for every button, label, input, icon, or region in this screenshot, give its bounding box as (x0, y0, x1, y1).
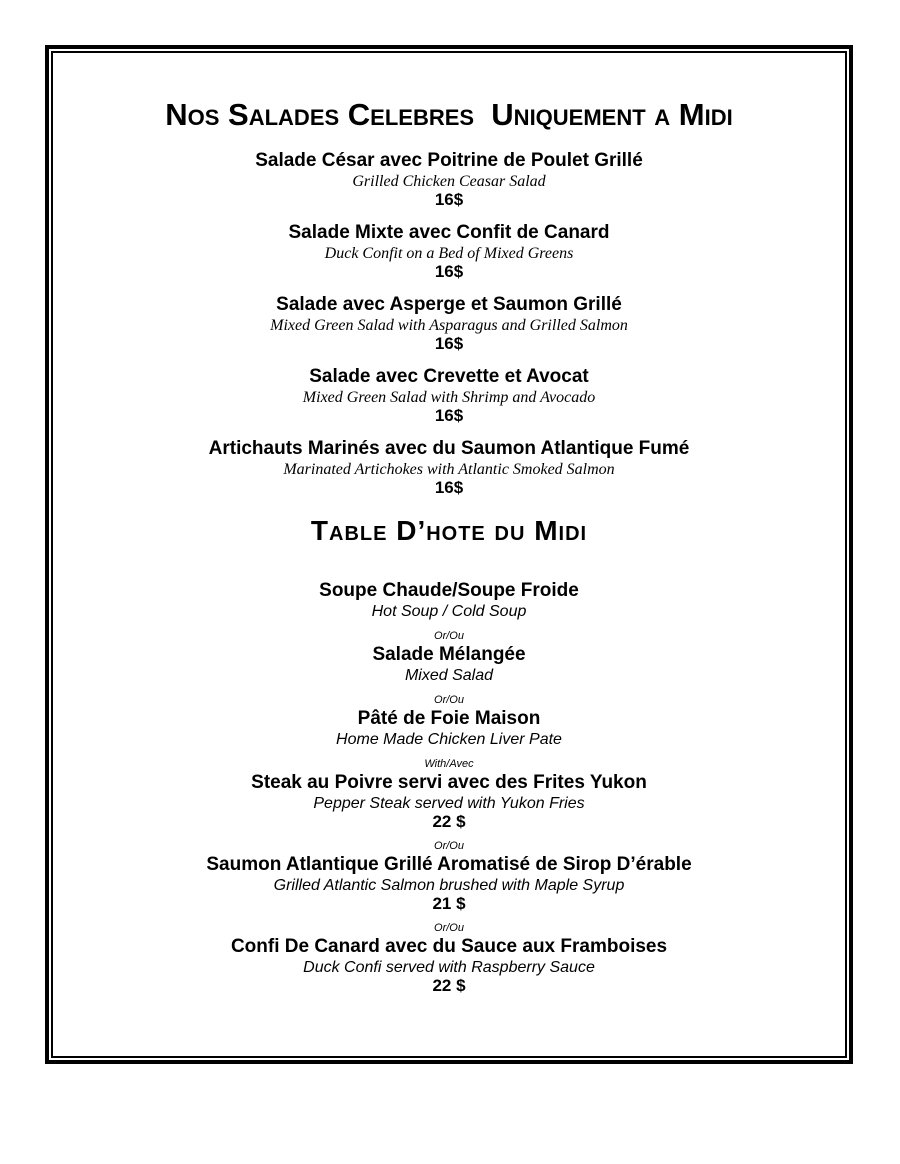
item-name: Artichauts Marinés avec du Saumon Atlantique Fumé (208, 438, 690, 459)
item-translation: Marinated Artichokes with Atlantic Smoked Salmon (283, 461, 615, 478)
course-name: Saumon Atlantique Grillé Aromatisé de Sirop D’érable (206, 854, 692, 875)
item-price: 16$ (434, 190, 464, 209)
item-translation: Grilled Chicken Ceasar Salad (352, 173, 546, 190)
menu-item-salade-crevette (53, 365, 845, 425)
item-price: 16$ (434, 334, 464, 353)
course-soupe (53, 579, 845, 621)
menu-inner-border (51, 51, 847, 1058)
course-translation: Hot Soup / Cold Soup (371, 603, 527, 620)
item-name: Salade avec Crevette et Avocat (309, 366, 589, 387)
item-translation: Duck Confit on a Bed of Mixed Greens (324, 245, 574, 262)
item-translation: Mixed Green Salad with Asparagus and Grilled Salmon (270, 317, 628, 334)
table-dhote-course-list (53, 579, 845, 995)
course-name: Confi De Canard avec du Sauce aux Framboises (230, 936, 668, 957)
course-translation: Home Made Chicken Liver Pate (336, 731, 562, 748)
menu-item-salade-asperge (53, 293, 845, 353)
course-saumon-erable (53, 840, 845, 913)
item-name: Salade Mixte avec Confit de Canard (288, 222, 610, 243)
course-translation: Pepper Steak served with Yukon Fries (313, 795, 585, 812)
course-steak-poivre (53, 758, 845, 831)
course-name: Steak au Poivre servi avec des Frites Yukon (251, 772, 647, 793)
menu-item-salade-cesar (53, 149, 845, 209)
menu-item-salade-mixte (53, 221, 845, 281)
item-price: 16$ (434, 478, 464, 497)
course-pate-foie (53, 694, 845, 749)
course-confi-canard (53, 922, 845, 995)
course-price: 22 $ (432, 812, 466, 831)
course-translation: Mixed Salad (404, 667, 494, 684)
item-name: Salade avec Asperge et Saumon Grillé (276, 294, 622, 315)
course-connector: Or/Ou (434, 840, 464, 852)
section-title-table-dhote: Table D’hote du Midi (310, 515, 588, 546)
course-salade-melangee (53, 630, 845, 685)
menu-double-border (45, 45, 853, 1064)
course-translation: Duck Confi served with Raspberry Sauce (303, 959, 595, 976)
course-name: Soupe Chaude/Soupe Froide (319, 580, 579, 601)
item-name: Salade César avec Poitrine de Poulet Grillé (255, 150, 643, 171)
course-connector: Or/Ou (434, 922, 464, 934)
course-name: Pâté de Foie Maison (357, 708, 541, 729)
section-title-salades: Nos Salades Celebres Uniquement a Midi (165, 97, 733, 132)
course-connector: With/Avec (424, 758, 474, 770)
menu-content (53, 53, 845, 995)
course-connector: Or/Ou (434, 630, 464, 642)
course-price: 21 $ (432, 894, 466, 913)
item-price: 16$ (434, 406, 464, 425)
item-translation: Mixed Green Salad with Shrimp and Avocado (302, 389, 596, 406)
salades-item-list (53, 149, 845, 497)
course-translation: Grilled Atlantic Salmon brushed with Maple Syrup (273, 877, 625, 894)
course-connector: Or/Ou (434, 694, 464, 706)
course-price: 22 $ (432, 976, 466, 995)
menu-item-artichauts (53, 437, 845, 497)
item-price: 16$ (434, 262, 464, 281)
course-name: Salade Mélangée (372, 644, 526, 665)
